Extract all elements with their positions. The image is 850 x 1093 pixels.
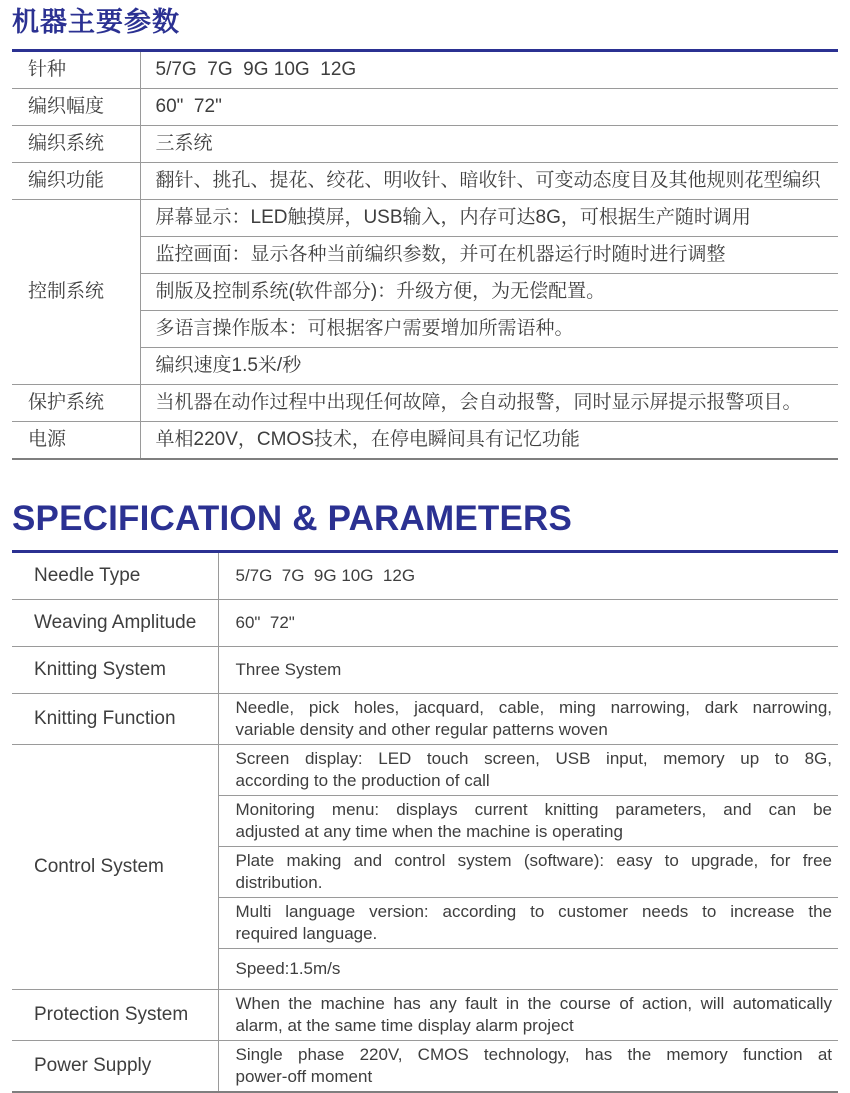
en-control-sub-monitor: Monitoring menu: displays current knitting parameters, and can be adjusted at any time when the machine is operating	[218, 795, 838, 846]
en-row-protection-system	[12, 989, 838, 1040]
en-protection-system-value: When the machine has any fault in the course of action, will automatically alarm, at the same time display alarm project	[218, 989, 838, 1040]
cn-control-sub-screen: 屏幕显示：LED触摸屏，USB输入，内存可达8G，可根据生产随时调用	[140, 200, 838, 237]
cn-knitting-system-value: 三系统	[140, 126, 838, 163]
en-section-title: SPECIFICATION & PARAMETERS	[12, 499, 573, 539]
cn-row-knitting-system	[12, 126, 838, 163]
en-weaving-amplitude-value: 60" 72"	[218, 599, 838, 646]
en-knitting-system-label: Knitting System	[12, 646, 218, 693]
en-knitting-function-label: Knitting Function	[12, 693, 218, 744]
cn-parameters-table	[12, 49, 838, 460]
en-needle-type-label: Needle Type	[12, 551, 218, 599]
cn-protection-system-label: 保护系统	[12, 385, 140, 422]
cn-control-system-label: 控制系统	[12, 200, 140, 385]
cn-needle-type-value: 5/7G 7G 9G 10G 12G	[140, 51, 838, 89]
en-knitting-function-value: Needle, pick holes, jacquard, cable, ming narrowing, dark narrowing, variable density and other regular patterns woven	[218, 693, 838, 744]
cn-row-protection-system	[12, 385, 838, 422]
cn-section-title: 机器主要参数	[12, 7, 180, 37]
cn-knitting-system-label: 编织系统	[12, 126, 140, 163]
cn-row-weaving-width	[12, 89, 838, 126]
cn-row-needle-type	[12, 51, 838, 89]
cn-needle-type-label: 针种	[12, 51, 140, 89]
en-knitting-system-value: Three System	[218, 646, 838, 693]
en-parameters-section	[12, 500, 838, 1093]
cn-control-sub-monitor: 监控画面：显示各种当前编织参数，并可在机器运行时随时进行调整	[140, 237, 838, 274]
cn-row-knitting-function	[12, 163, 838, 200]
en-row-weaving-amplitude	[12, 599, 838, 646]
en-row-knitting-system	[12, 646, 838, 693]
en-row-knitting-function	[12, 693, 838, 744]
cn-control-sub-language: 多语言操作版本：可根据客户需要增加所需语种。	[140, 311, 838, 348]
en-needle-type-value: 5/7G 7G 9G 10G 12G	[218, 551, 838, 599]
en-protection-system-label: Protection System	[12, 989, 218, 1040]
en-control-sub-software: Plate making and control system (software): easy to upgrade, for free distribution.	[218, 846, 838, 897]
en-row-power-supply	[12, 1040, 838, 1092]
en-control-sub-speed: Speed:1.5m/s	[218, 948, 838, 989]
cn-parameters-section	[12, 4, 838, 460]
cn-control-sub-software: 制版及控制系统(软件部分)：升级方便，为无偿配置。	[140, 274, 838, 311]
cn-knitting-function-label: 编织功能	[12, 163, 140, 200]
cn-weaving-width-value: 60" 72"	[140, 89, 838, 126]
cn-power-supply-label: 电源	[12, 422, 140, 460]
cn-row-control-system	[12, 200, 838, 237]
cn-weaving-width-label: 编织幅度	[12, 89, 140, 126]
en-weaving-amplitude-label: Weaving Amplitude	[12, 599, 218, 646]
cn-control-sub-speed: 编织速度1.5米/秒	[140, 348, 838, 385]
en-row-control-system	[12, 744, 838, 795]
cn-knitting-function-value: 翻针、挑孔、提花、绞花、明收针、暗收针、可变动态度目及其他规则花型编织	[140, 163, 838, 200]
en-power-supply-value: Single phase 220V, CMOS technology, has the memory function at power-off moment	[218, 1040, 838, 1092]
cn-power-supply-value: 单相220V，CMOS技术，在停电瞬间具有记忆功能	[140, 422, 838, 460]
en-control-sub-screen: Screen display: LED touch screen, USB input, memory up to 8G, according to the production of call	[218, 744, 838, 795]
cn-row-power-supply	[12, 422, 838, 460]
en-control-system-label: Control System	[12, 744, 218, 989]
cn-protection-system-value: 当机器在动作过程中出现任何故障，会自动报警，同时显示屏提示报警项目。	[140, 385, 838, 422]
en-row-needle-type	[12, 551, 838, 599]
en-control-sub-language: Multi language version: according to customer needs to increase the required language.	[218, 897, 838, 948]
en-power-supply-label: Power Supply	[12, 1040, 218, 1092]
en-parameters-table	[12, 550, 838, 1093]
